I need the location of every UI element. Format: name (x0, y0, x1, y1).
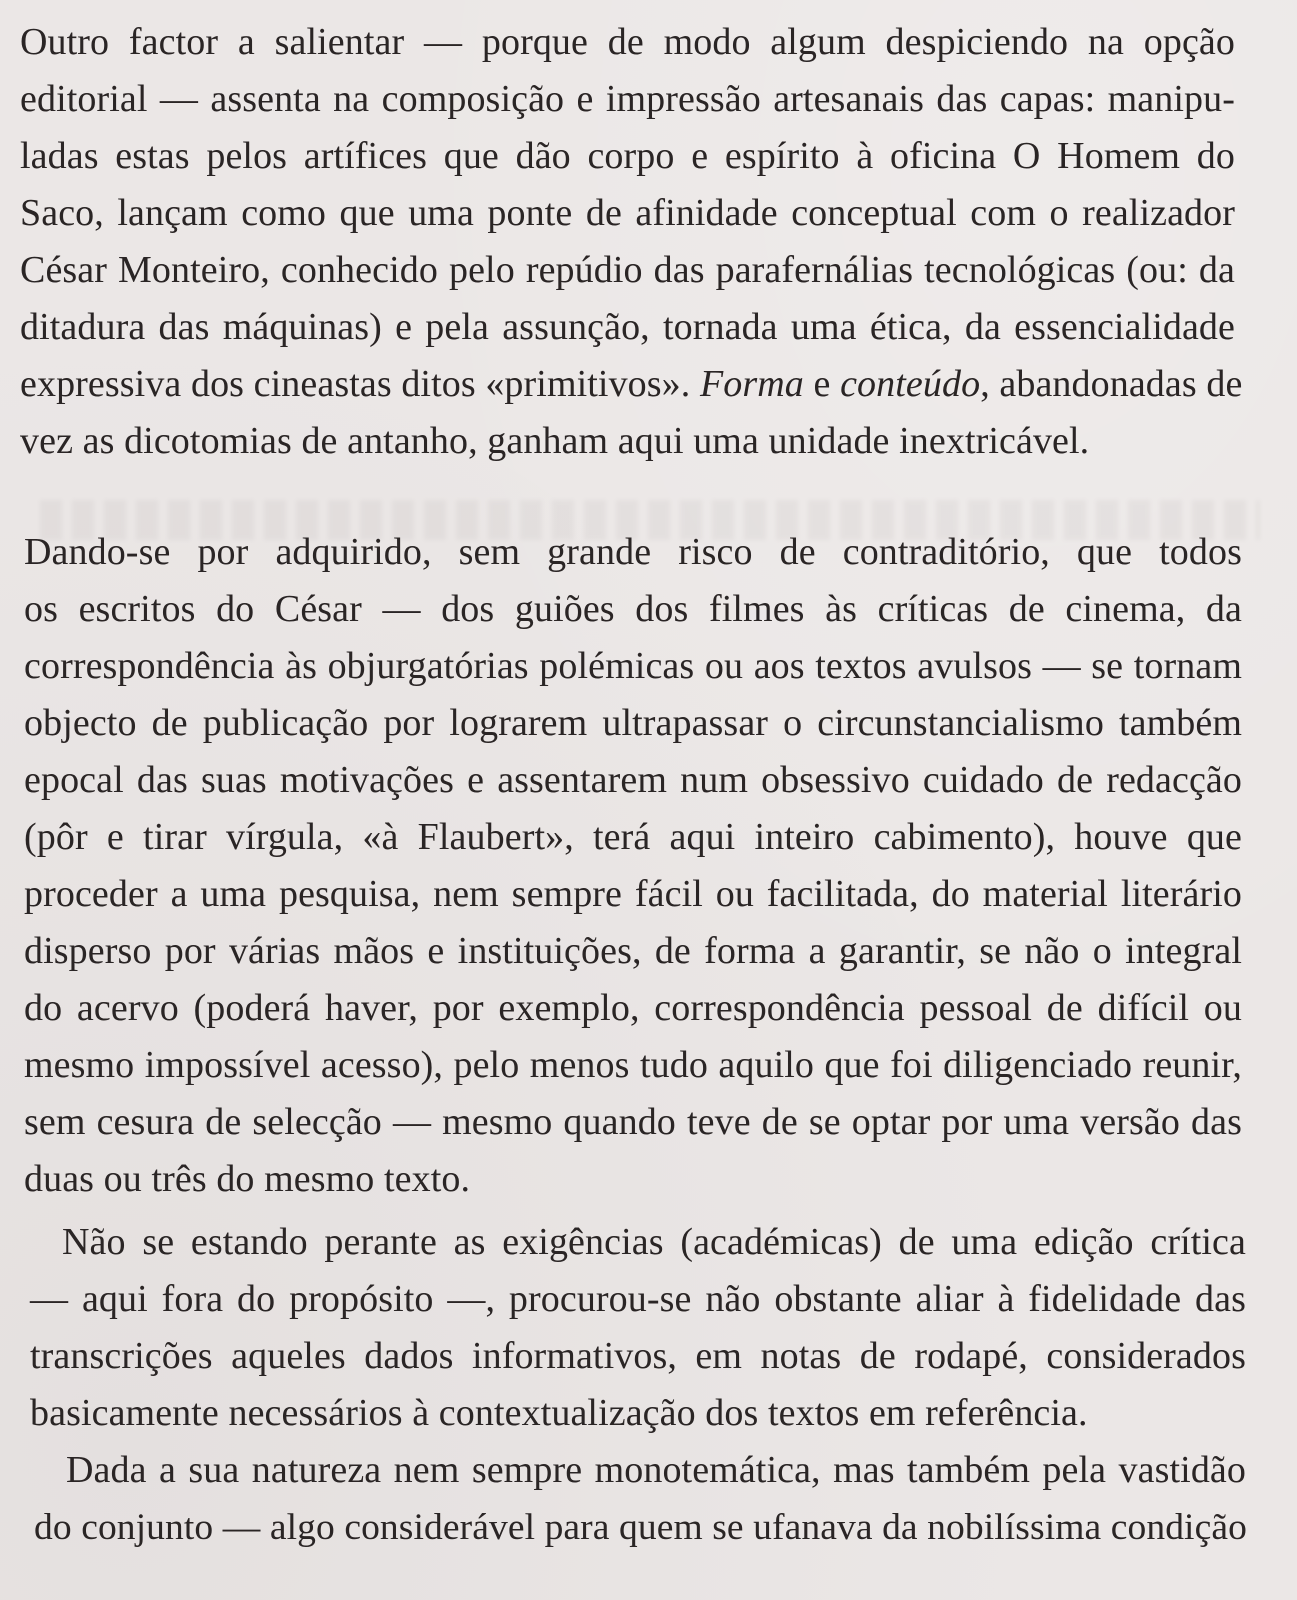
text-segment: e (803, 363, 841, 405)
text-line: Dada a sua natureza nem sempre monotemática, mas também pela vastidão (66, 1449, 1246, 1491)
text-line: ditadura das máquinas) e pela assunção, tornada uma ética, da essencialidade (20, 306, 1235, 348)
text-line: duas ou três do mesmo texto. (24, 1158, 471, 1200)
text-line: correspondência às objurgatórias polémicas ou aos textos avulsos — se tornam (24, 645, 1242, 687)
text-line: Não se estando perante as exigências (académicas) de uma edição crítica (62, 1221, 1246, 1263)
paragraph-2 (24, 524, 1242, 1208)
text-line-with-italics (20, 356, 1243, 413)
text-line: objecto de publicação por lograrem ultrapassar o circunstancialismo também (24, 702, 1242, 744)
text-line: ladas estas pelos artífices que dão corpo e espírito à oficina O Homem do (20, 135, 1235, 177)
text-line: Dando-se por adquirido, sem grande risco de contraditório, que todos (24, 531, 1242, 573)
text-line: vez as dicotomias de antanho, ganham aqui uma unidade inextricável. (20, 420, 1090, 462)
text-line: editorial — assenta na composição e impressão artesanais das capas: manipu- (20, 78, 1235, 120)
text-line: epocal das suas motivações e assentarem num obsessivo cuidado de redacção (24, 759, 1242, 801)
text-line: disperso por várias mãos e instituições, de forma a garantir, se não o integral (24, 930, 1242, 972)
text-line: do conjunto — algo considerável para quem se ufanava da nobilíssima condição (34, 1507, 1247, 1548)
text-line: do acervo (poderá haver, por exemplo, correspondência pessoal de difícil ou (24, 987, 1242, 1029)
text-line: Outro factor a salientar — porque de modo algum despiciendo na opção (20, 21, 1235, 63)
paragraph-4 (34, 1442, 1246, 1556)
text-line: os escritos do César — dos guiões dos filmes às críticas de cinema, da (24, 588, 1242, 630)
text-segment: expressiva dos cineastas ditos «primitivos». (20, 363, 700, 405)
text-line: — aqui fora do propósito —, procurou-se não obstante aliar à fidelidade das (30, 1278, 1246, 1320)
text-line: sem cesura de selecção — mesmo quando teve de se optar por uma versão das (24, 1101, 1242, 1143)
italic-term-conteudo: conteúdo (840, 363, 981, 405)
text-line: Saco, lançam como que uma ponte de afinidade conceptual com o realizador (20, 192, 1235, 234)
paragraph-1 (20, 14, 1243, 470)
text-line: (pôr e tirar vírgula, «à Flaubert», terá aqui inteiro cabimento), houve que (24, 816, 1242, 858)
paragraph-3 (30, 1214, 1246, 1442)
text-segment: , abandonadas de (980, 363, 1243, 405)
text-line: mesmo impossível acesso), pelo menos tudo aquilo que foi diligenciado reunir, (24, 1044, 1242, 1086)
text-line: basicamente necessários à contextualização dos textos em referência. (30, 1392, 1088, 1434)
text-line: transcrições aqueles dados informativos, em notas de rodapé, considerados (30, 1335, 1246, 1377)
italic-term-forma: Forma (699, 363, 804, 405)
text-line: César Monteiro, conhecido pelo repúdio das parafernálias tecnológicas (ou: da (20, 249, 1235, 291)
text-line: proceder a uma pesquisa, nem sempre fácil ou facilitada, do material literário (24, 873, 1242, 915)
